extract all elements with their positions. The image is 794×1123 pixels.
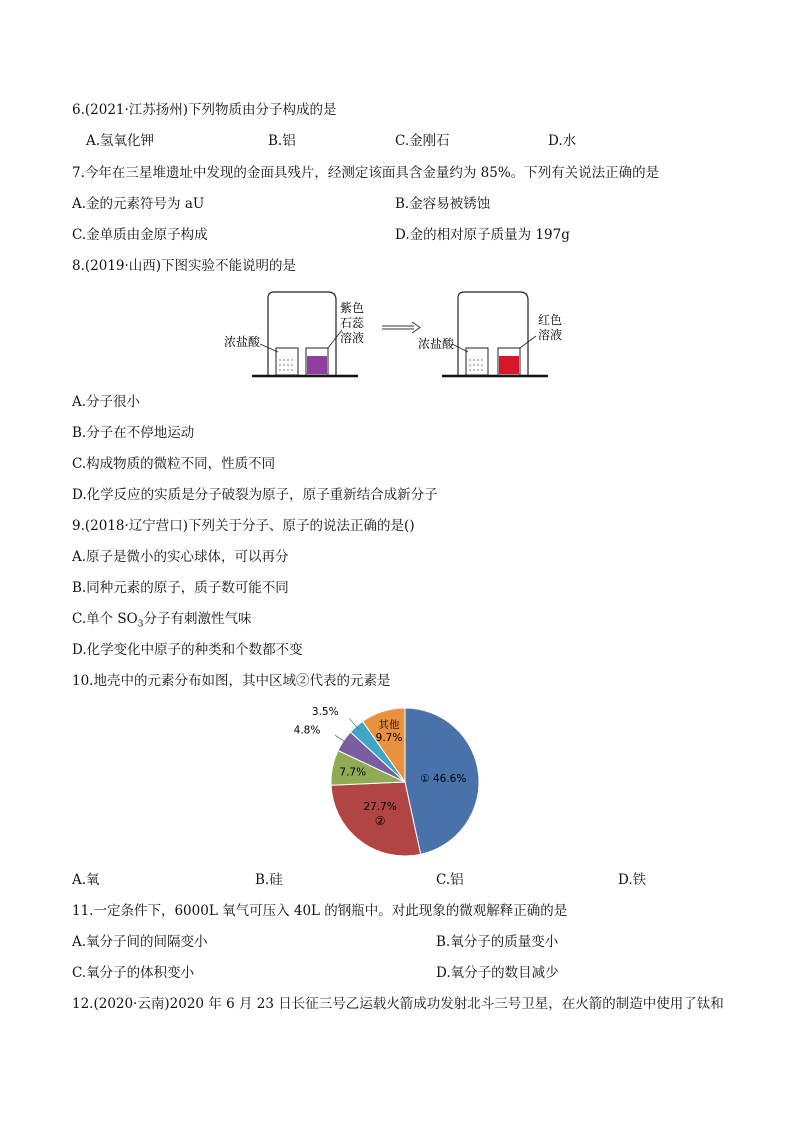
q6-stem: 6.(2021·江苏扬州)下列物质由分子构成的是: [72, 102, 337, 118]
q11-option-a: A.氧分子间的间隔变小: [72, 934, 208, 950]
pie-value-label-0: ① 46.6%: [420, 772, 467, 785]
arrow-icon: [382, 322, 420, 333]
q9-stem: 9.(2018·辽宁营口)下列关于分子、原子的说法正确的是(): [72, 518, 415, 534]
right-solution-label-1: 红色: [538, 313, 563, 327]
q8-option-c: C.构成物质的微粒不同，性质不同: [72, 456, 276, 472]
pie-value-label-1: 27.7%: [363, 801, 397, 814]
q10-option-a: A.氧: [72, 872, 100, 888]
pie-value-label-5: 9.7%: [375, 732, 403, 745]
q10-option-b: B.硅: [255, 872, 283, 888]
experiment-figure: [220, 288, 590, 388]
q6-option-c: C.金刚石: [395, 133, 450, 149]
q8-option-d: D.化学反应的实质是分子破裂为原子，原子重新结合成新分子: [72, 487, 438, 503]
pie-value-label-4: 3.5%: [311, 705, 339, 718]
q7-option-a: A.金的元素符号为 aU: [72, 196, 205, 212]
pie-value-label-2: 7.7%: [339, 766, 367, 779]
right-setup: [418, 292, 562, 376]
q10-stem: 10.地壳中的元素分布如图，其中区域②代表的元素是: [72, 673, 391, 689]
left-solution-label-2: 石蕊: [340, 316, 365, 330]
q9-option-d: D.化学变化中原子的种类和个数都不变: [72, 642, 303, 658]
pie-category-label-1: ②: [374, 814, 386, 829]
q11-stem: 11.一定条件下，6000L 氧气可压入 40L 的钢瓶中。对此现象的微观解释正确的是: [72, 903, 568, 919]
purple-solution: [307, 356, 327, 374]
crust-element-pie-chart: [293, 700, 500, 860]
pie-category-label-5: 其他: [378, 719, 400, 732]
q10-option-d: D.铁: [618, 872, 647, 888]
red-solution: [499, 356, 519, 374]
left-acid-label: 浓盐酸: [224, 335, 261, 349]
q7-option-d: D.金的相对原子质量为 197g: [395, 227, 570, 243]
q11-option-b: B.氧分子的质量变小: [436, 934, 559, 950]
left-solution-label-1: 紫色: [340, 301, 365, 315]
q9-option-a: A.原子是微小的实心球体，可以再分: [72, 549, 289, 565]
pie-value-label-3: 4.8%: [293, 724, 321, 737]
q7-option-b: B.金容易被锈蚀: [395, 196, 491, 212]
q7-stem: 7.今年在三星堆遗址中发现的金面具残片，经测定该面具含金量约为 85%。下列有关说法正确的是: [72, 165, 660, 181]
q11-option-d: D.氧分子的数目减少: [436, 965, 559, 981]
q8-option-a: A.分子很小: [72, 394, 141, 410]
pie-leader-line-3: [335, 735, 346, 742]
q6-option-d: D.水: [548, 133, 577, 149]
q9-option-c: [72, 610, 251, 628]
q6-option-a: A.氢氧化钾: [86, 133, 155, 149]
left-setup: [224, 292, 365, 376]
acid-beaker-left: [276, 348, 298, 375]
left-solution-label-3: 溶液: [340, 331, 365, 345]
q11-option-c: C.氧分子的体积变小: [72, 965, 195, 981]
right-acid-label: 浓盐酸: [418, 337, 455, 351]
q9-option-c-prefix: C.单个 SO: [72, 611, 138, 627]
pie-leader-line-4: [349, 719, 358, 729]
q12-stem: 12.(2020·云南)2020 年 6 月 23 日长征三号乙运载火箭成功发射北斗三号卫星，在火箭的制造中使用了钛和: [72, 996, 724, 1012]
q8-stem: 8.(2019·山西)下图实验不能说明的是: [72, 258, 297, 274]
acid-beaker-right: [466, 348, 488, 375]
q6-option-b: B.铝: [268, 133, 296, 149]
q7-option-c: C.金单质由金原子构成: [72, 227, 208, 243]
right-solution-label-2: 溶液: [538, 328, 563, 342]
q9-option-b: B.同种元素的原子，质子数可能不同: [72, 580, 289, 596]
q8-option-b: B.分子在不停地运动: [72, 425, 195, 441]
q9-option-c-suffix: 分子有刺激性气味: [143, 611, 252, 627]
q10-option-c: C.铝: [436, 872, 464, 888]
q9-option-c-subscript: 3: [137, 619, 144, 630]
